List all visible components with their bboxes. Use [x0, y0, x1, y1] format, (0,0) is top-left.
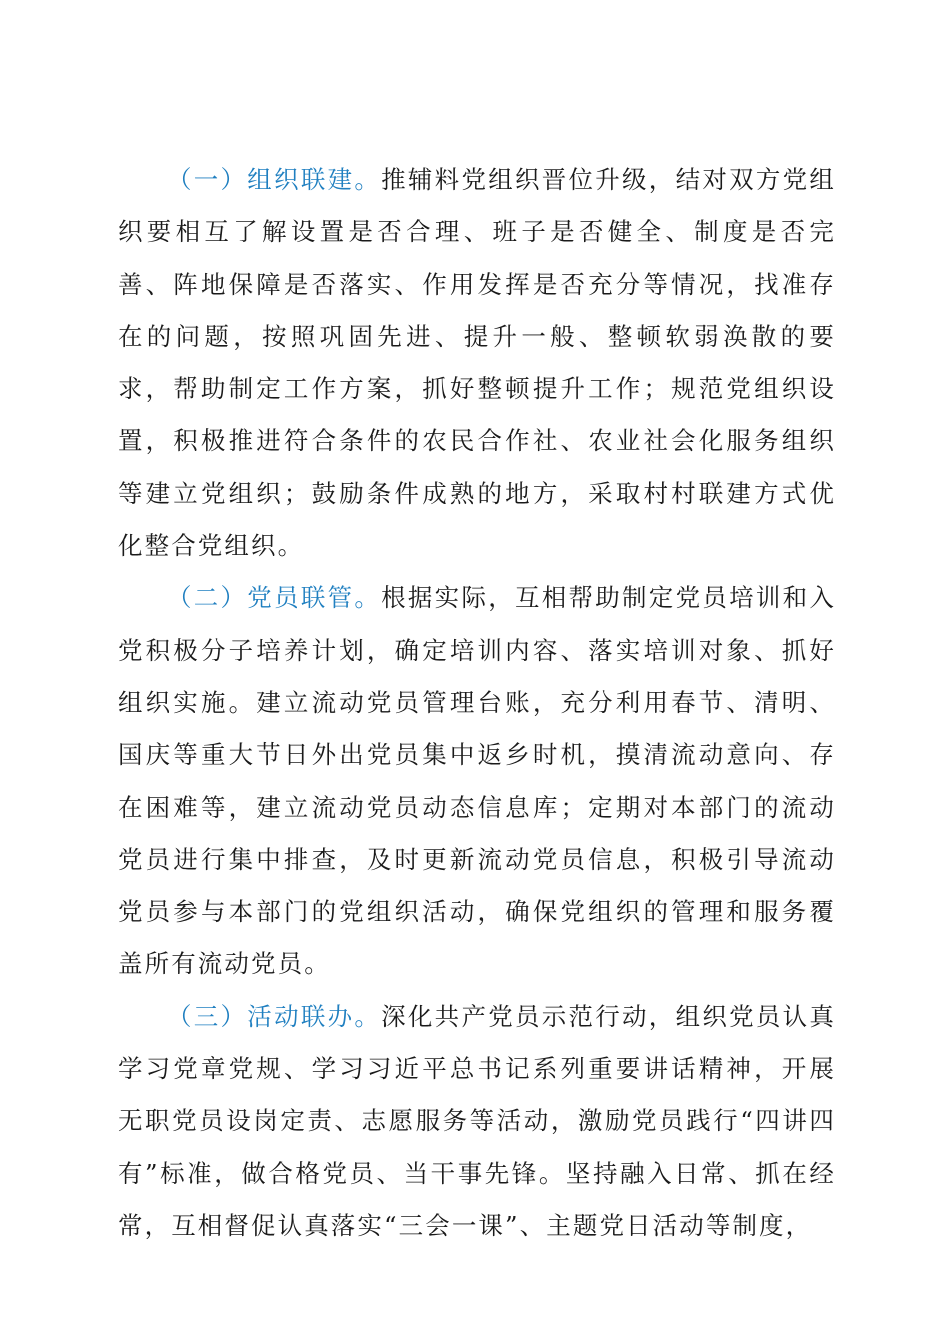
section-2-paragraph	[118, 572, 836, 990]
section-1-paragraph	[118, 154, 836, 572]
section-2-heading: （二）党员联管。	[167, 583, 382, 613]
section-3-heading: （三）活动联办。	[167, 1001, 382, 1031]
section-2-body: 根据实际，互相帮助制定党员培训和入党积极分子培养计划，确定培训内容、落实培训对象、抓好组织实施。建立流动党员管理台账，充分利用春节、清明、国庆等重大节日外出党员集中返乡时机，摸清流动意向、存在困难等，建立流动党员动态信息库；定期对本部门的流动党员进行集中排查，及时更新流动党员信息，积极引导流动党员参与本部门的党组织活动，确保党组织的管理和服务覆盖所有流动党员。	[118, 583, 836, 979]
section-3-paragraph	[118, 991, 836, 1252]
section-1-heading: （一）组织联建。	[167, 165, 382, 194]
section-1-body: 推辅料党组织晋位升级，结对双方党组织要相互了解设置是否合理、班子是否健全、制度是否完善、阵地保障是否落实、作用发挥是否充分等情况，找准存在的问题，按照巩固先进、提升一般、整顿软弱涣散的要求，帮助制定工作方案，抓好整顿提升工作；规范党组织设置，积极推进符合条件的农民合作社、农业社会化服务组织等建立党组织；鼓励条件成熟的地方，采取村村联建方式优化整合党组织。	[118, 165, 836, 561]
section-3-body: 深化共产党员示范行动，组织党员认真学习党章党规、学习习近平总书记系列重要讲话精神，开展无职党员设岗定责、志愿服务等活动，激励党员践行“四讲四有”标准，做合格党员、当干事先锋。坚持融入日常、抓在经常，互相督促认真落实“三会一课”、主题党日活动等制度，	[118, 1001, 836, 1240]
document-page	[118, 154, 836, 1252]
